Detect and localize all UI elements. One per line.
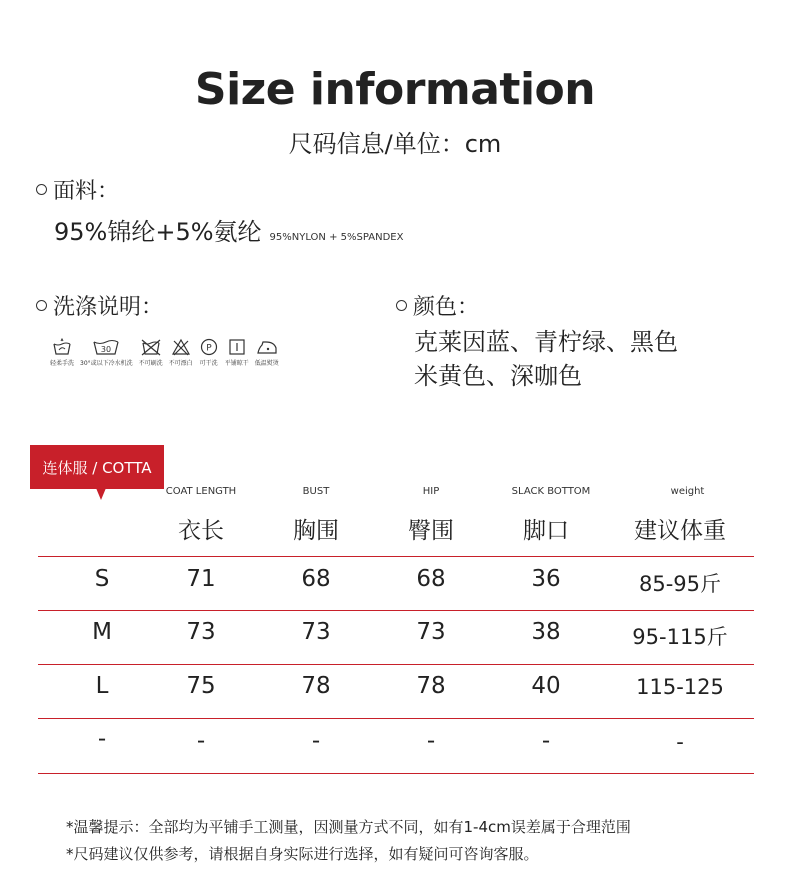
table-cell: 73 — [301, 619, 331, 645]
table-cell: - — [426, 728, 436, 754]
note-line-2: *尺码建议仅供参考，请根据自身实际进行选择，如有疑问可咨询客服。 — [66, 845, 539, 863]
table-divider — [38, 610, 754, 611]
no-bleach-icon — [171, 338, 191, 356]
wash-item — [199, 338, 219, 367]
svg-text:P: P — [205, 343, 212, 354]
column-header-en: HIP — [422, 486, 440, 497]
low-iron-icon — [256, 338, 278, 356]
wash-item — [50, 338, 74, 367]
color-heading-label: 颜色： — [413, 295, 480, 320]
color-list-line-1: 克莱因蓝、青柠绿、黑色 — [414, 328, 678, 356]
column-header-en: BUST — [302, 486, 330, 497]
bullet-icon — [36, 184, 47, 195]
table-divider — [38, 664, 754, 665]
table-cell: 115-125 — [636, 675, 724, 699]
column-header-en: COAT LENGTH — [165, 486, 237, 497]
wash-label: 平铺晾干 — [224, 360, 249, 367]
bullet-icon — [36, 300, 47, 311]
no-wring-icon — [140, 338, 162, 356]
wash-item — [225, 338, 249, 367]
hand-wash-icon — [52, 338, 72, 356]
table-row-size: - — [97, 726, 107, 752]
table-cell: 68 — [301, 566, 331, 592]
wash-item — [255, 338, 279, 367]
wash-label: 不可刷洗 — [138, 360, 163, 367]
wash-item — [139, 338, 163, 367]
table-cell: 68 — [416, 566, 446, 592]
column-header-cn: 臀围 — [408, 518, 454, 544]
svg-text:30: 30 — [101, 345, 112, 354]
table-row-size: S — [94, 566, 110, 592]
table-cell: - — [541, 728, 551, 754]
wash-30-icon — [91, 338, 121, 356]
table-cell: 73 — [416, 619, 446, 645]
table-cell: 78 — [301, 673, 331, 699]
column-header-en: SLACK BOTTOM — [511, 486, 591, 497]
product-tag: 连体服 / COTTA — [30, 445, 164, 489]
fabric-heading — [36, 174, 119, 205]
page-subtitle: 尺码信息/单位：cm — [288, 130, 502, 158]
wash-label: 不可漂白 — [168, 360, 193, 367]
table-cell: 73 — [186, 619, 216, 645]
color-list-line-2: 米黄色、深咖色 — [414, 362, 582, 390]
table-cell: 95-115斤 — [632, 625, 728, 649]
table-row-size: L — [95, 673, 109, 699]
product-tag-pointer — [96, 488, 106, 500]
fabric-composition — [54, 212, 403, 247]
table-cell: 78 — [416, 673, 446, 699]
wash-heading — [36, 290, 163, 321]
table-divider — [38, 556, 754, 557]
table-cell: 40 — [531, 673, 561, 699]
table-divider — [38, 718, 754, 719]
flat-dry-icon — [227, 338, 247, 356]
table-cell: 38 — [531, 619, 561, 645]
color-heading — [396, 290, 479, 321]
table-cell: - — [676, 730, 684, 754]
wash-label: 30°或以下冷水机洗 — [80, 360, 133, 367]
page-title: Size information — [194, 64, 596, 115]
wash-icon-row — [50, 338, 285, 367]
column-header-cn: 衣长 — [178, 518, 224, 544]
table-cell: 75 — [186, 673, 216, 699]
column-header-cn: 建议体重 — [634, 518, 726, 544]
wash-label: 可干洗 — [199, 360, 218, 367]
fabric-heading-label: 面料： — [53, 179, 120, 204]
table-row-size: M — [92, 619, 112, 645]
table-cell: - — [311, 728, 321, 754]
column-header-en: weight — [670, 486, 705, 497]
wash-label: 轻柔手洗 — [50, 360, 75, 367]
wash-heading-label: 洗涤说明： — [53, 295, 164, 320]
table-cell: 36 — [531, 566, 561, 592]
fabric-composition-en: 95%NYLON + 5%SPANDEX — [269, 232, 404, 243]
column-header-cn: 胸围 — [293, 518, 339, 544]
bullet-icon — [396, 300, 407, 311]
wash-item — [169, 338, 193, 367]
note-line-1: *温馨提示：全部均为平铺手工测量，因测量方式不同，如有1-4cm误差属于合理范围 — [66, 818, 631, 836]
table-cell: 71 — [186, 566, 216, 592]
fabric-composition-cn: 95%锦纶+5%氨纶 — [54, 218, 262, 246]
table-cell: - — [196, 728, 206, 754]
dry-clean-icon — [199, 338, 219, 356]
table-divider — [38, 773, 754, 774]
column-header-cn: 脚口 — [523, 518, 569, 544]
table-cell: 85-95斤 — [638, 572, 722, 596]
wash-item — [80, 338, 133, 367]
wash-label: 低温熨烫 — [254, 360, 279, 367]
